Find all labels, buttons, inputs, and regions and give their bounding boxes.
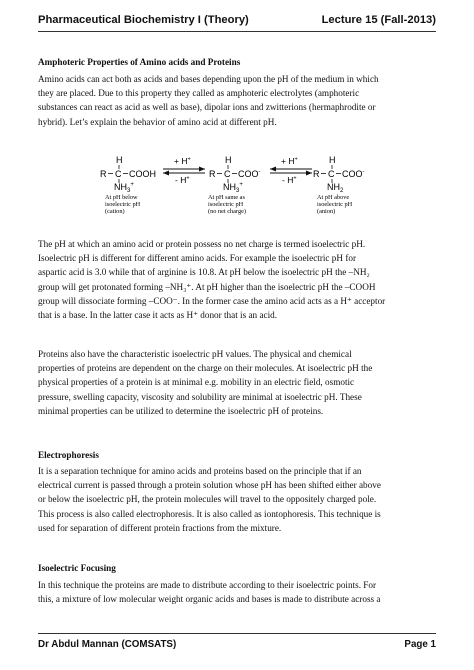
svg-text:At pH below: At pH below xyxy=(105,194,138,201)
focusing-heading: Isoelectric Focusing xyxy=(38,563,116,573)
hydrogen-atom: H xyxy=(329,155,336,165)
carboxylate-group: COO- xyxy=(342,169,365,179)
carboxyl-group: COOH xyxy=(129,169,156,179)
ammonium-group: $NH_3^+$ xyxy=(223,182,243,194)
text-line: this, a mixture of low molecular weight organic acids and bases is made to distribute across a xyxy=(38,594,381,605)
cation-structure xyxy=(100,155,156,194)
amphoteric-section xyxy=(38,55,436,69)
remove-proton-label: - H+ xyxy=(282,175,297,185)
add-proton-label: + H+ xyxy=(281,156,298,166)
amphoteric-heading: Amphoteric Properties of Amino acids and Proteins xyxy=(38,57,241,67)
text-line: The pH at which an amino acid or protein possess no net charge is termed isoelectric pH. xyxy=(38,239,366,249)
caption-cation xyxy=(105,194,141,215)
svg-text:(anion): (anion) xyxy=(317,208,336,215)
author-label: Dr Abdul Mannan (COMSATS) xyxy=(38,639,177,650)
text-line: Proteins also have the characteristic isoelectric pH values. The physical and chemical xyxy=(38,349,352,359)
equilibrium-arrows-1 xyxy=(163,156,205,185)
amphoteric-paragraph xyxy=(38,72,436,129)
alpha-carbon: C xyxy=(115,169,122,179)
svg-text:(cation): (cation) xyxy=(105,208,125,215)
text-line: Isoelectric pH is different for different amino acids. For example the isoelectric pH for xyxy=(38,253,357,264)
text-line: hybrid). Let’s explain the behavior of amino acid at different pH. xyxy=(38,116,277,127)
text-line: minimal properties can be utilized to determine the isoelectric pH of proteins. xyxy=(38,405,324,416)
electrophoresis-section xyxy=(38,448,436,462)
add-proton-label: + H+ xyxy=(174,156,191,166)
hydrogen-atom: H xyxy=(225,155,232,165)
header-rule xyxy=(38,31,436,32)
svg-text:At pH same as: At pH same as xyxy=(208,194,245,201)
r-group: R xyxy=(100,169,107,179)
text-line: electrical current is passed through a protein solution whose pH has been shifted either above xyxy=(38,480,381,491)
alpha-carbon: C xyxy=(328,169,335,179)
svg-text:isoelectric pH: isoelectric pH xyxy=(105,201,141,208)
text-line: In this technique the proteins are made to distribute according to their isoelectric points. For xyxy=(38,580,377,590)
footer-rule xyxy=(38,633,436,634)
amino-acid-equilibrium-diagram xyxy=(95,152,395,220)
r-group: R xyxy=(313,169,320,179)
focusing-paragraph xyxy=(38,578,436,606)
caption-zwitterion xyxy=(208,194,246,215)
svg-text:isoelectric pH: isoelectric pH xyxy=(317,201,353,208)
equilibrium-arrows-2 xyxy=(270,156,312,185)
svg-text:(no net charge): (no net charge) xyxy=(208,208,246,215)
text-line: This process is also called electrophoresis. It is also called as iontophoresis. This technique is xyxy=(38,508,381,519)
text-line: substances can react as acid as well as base), dipolar ions and zwitterions (hermaphrodite or xyxy=(38,102,376,113)
hydrogen-atom: H xyxy=(116,155,123,165)
electrophoresis-paragraph xyxy=(38,464,436,535)
lecture-label: Lecture 15 (Fall-2013) xyxy=(321,14,436,26)
anion-structure xyxy=(313,155,365,194)
electrophoresis-heading: Electrophoresis xyxy=(38,450,99,460)
text-line: they are placed. Due to this property they called as amphoteric electrolytes (amphoteric xyxy=(38,88,360,99)
text-line: properties of proteins are dependent on the charge on their molecules. At isoelectric pH the xyxy=(38,363,373,374)
isoelectric-paragraph xyxy=(38,237,436,322)
remove-proton-label: - H+ xyxy=(175,175,190,185)
text-line: used for separation of different protein fractions from the mixture. xyxy=(38,522,282,533)
text-line: Amino acids can act both as acids and bases depending upon the pH of the medium in which xyxy=(38,74,379,84)
text-line: aspartic acid is 3.0 while that of arginine is 10.8. At pH below the isoelectric pH the –NH₂ xyxy=(38,267,370,278)
text-line: physical properties of a protein is at minimal e.g. mobility in an electric field, osmotic xyxy=(38,377,355,388)
zwitterion-structure xyxy=(209,155,261,194)
text-line: It is a separation technique for amino acids and proteins based on the principle that if an xyxy=(38,466,362,476)
text-line: group will get protonated forming –NH₃⁺. At pH higher than the isoelectric pH the –COOH xyxy=(38,281,376,292)
course-title: Pharmaceutical Biochemistry I (Theory) xyxy=(38,14,249,26)
carboxylate-group: COO- xyxy=(238,169,261,179)
alpha-carbon: C xyxy=(224,169,231,179)
svg-text:At pH above: At pH above xyxy=(317,194,350,201)
focusing-section xyxy=(38,561,436,575)
text-line: group will dissociate forming –COO⁻. In the former case the amino acid acts as a H⁺ acceptor xyxy=(38,295,386,306)
ammonium-group: $NH_3^+$ xyxy=(114,182,134,194)
text-line: that is a base. In the latter case it acts as H⁺ donor that is an acid. xyxy=(38,310,278,321)
proteins-paragraph xyxy=(38,347,436,418)
amino-group: $NH_2$ xyxy=(327,182,344,194)
text-line: pressure, swelling capacity, viscosity and solubility are minimal at isoelectric pH. These xyxy=(38,391,362,402)
r-group: R xyxy=(209,169,216,179)
page-number: Page 1 xyxy=(404,639,436,650)
svg-text:isoelectric pH: isoelectric pH xyxy=(208,201,244,208)
text-line: or below the isoelectric pH, the protein molecules will travel to the oppositely charged pole. xyxy=(38,494,377,505)
caption-anion xyxy=(317,194,353,215)
